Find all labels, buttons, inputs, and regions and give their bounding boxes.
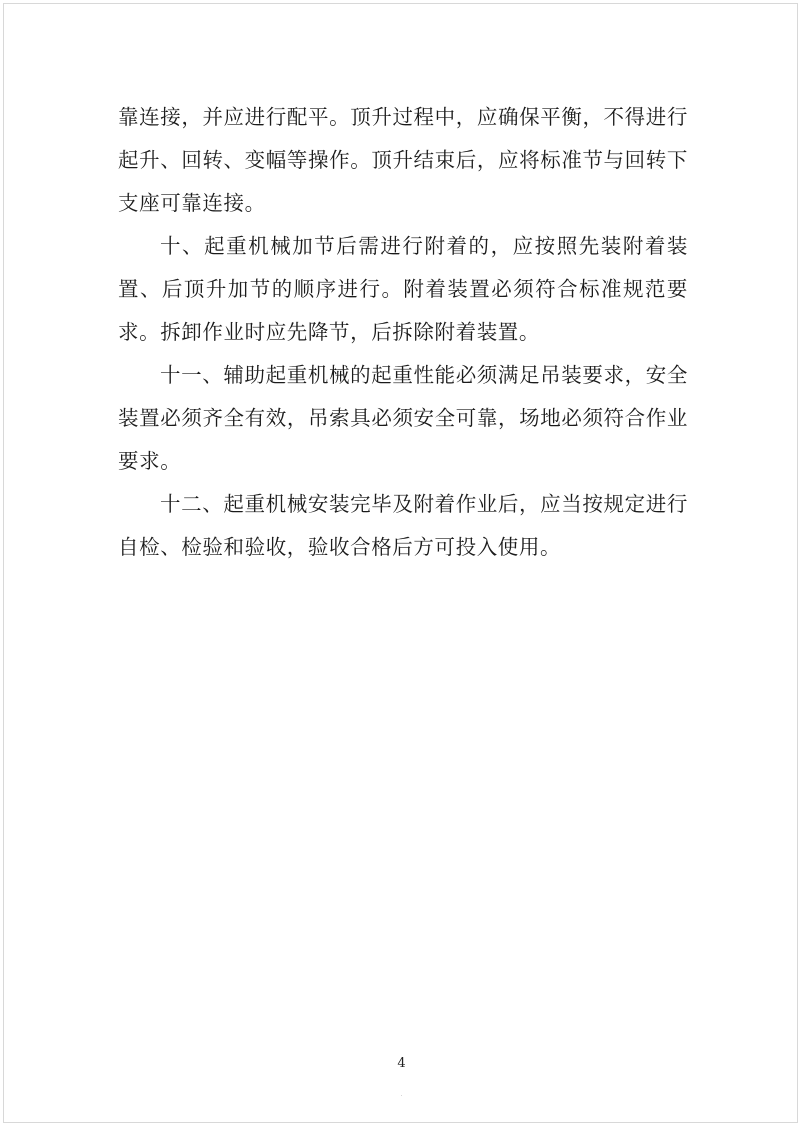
paragraph-item-10: 十、起重机械加节后需进行附着的，应按照先装附着装置、后顶升加节的顺序进行。附着装置必须符合标准规范要求。拆卸作业时应先降节，后拆除附着装置。 xyxy=(118,234,688,344)
paragraph-continuation: 靠连接，并应进行配平。顶升过程中，应确保平衡，不得进行起升、回转、变幅等操作。顶升结束后，应将标准节与回转下支座可靠连接。 xyxy=(118,105,688,215)
page-number: 4 xyxy=(397,1056,406,1071)
paragraph-item-12: 十二、起重机械安装完毕及附着作业后，应当按规定进行自检、检验和验收，验收合格后方可投入使用。 xyxy=(118,492,688,559)
paragraph-item-11: 十一、辅助起重机械的起重性能必须满足吊装要求，安全装置必须齐全有效，吊索具必须安全可靠，场地必须符合作业要求。 xyxy=(118,363,688,473)
footer-mark: · xyxy=(400,1092,403,1100)
document-body xyxy=(118,96,688,569)
